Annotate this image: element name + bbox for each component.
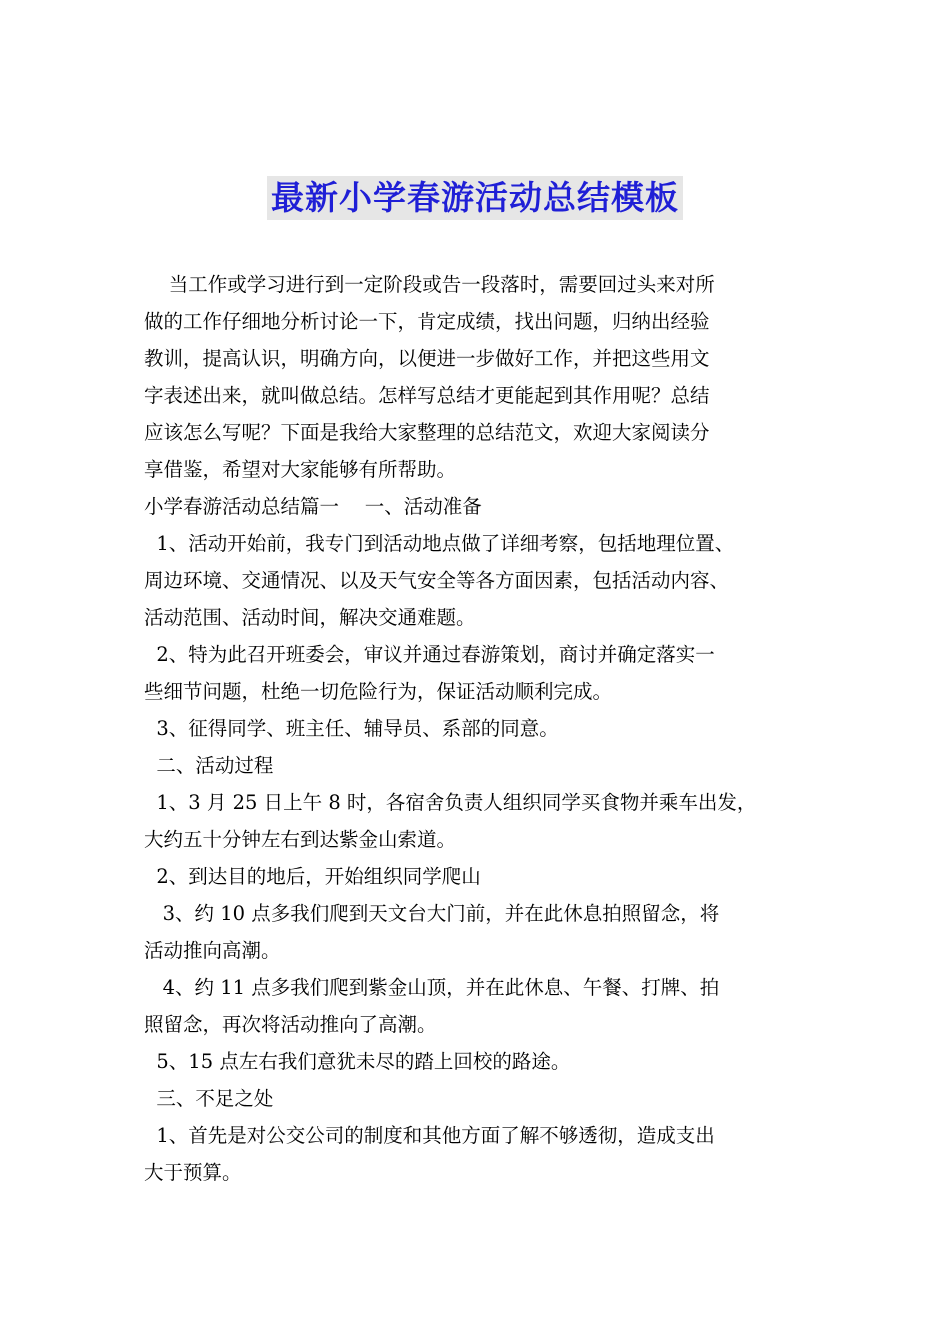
document-body <box>144 266 830 1191</box>
paragraph-line: 字表述出来，就叫做总结。怎样写总结才更能起到其作用呢？总结 <box>144 384 710 407</box>
paragraph-line: 应该怎么写呢？下面是我给大家整理的总结范文，欢迎大家阅读分 <box>144 421 710 444</box>
paragraph-line: 活动范围、活动时间，解决交通难题。 <box>144 606 476 629</box>
paragraph-line: 2、特为此召开班委会，审议并通过春游策划，商讨并确定落实一 <box>144 643 715 666</box>
paragraph-line: 大于预算。 <box>144 1161 242 1184</box>
paragraph-line: 些细节问题，杜绝一切危险行为，保证活动顺利完成。 <box>144 680 613 703</box>
paragraph-line: 照留念，再次将活动推向了高潮。 <box>144 1013 437 1036</box>
paragraph-line: 当工作或学习进行到一定阶段或告一段落时，需要回过头来对所 <box>144 273 715 296</box>
paragraph-line: 5、15 点左右我们意犹未尽的踏上回校的路途。 <box>144 1050 571 1073</box>
paragraph-line: 做的工作仔细地分析讨论一下，肯定成绩，找出问题，归纳出经验 <box>144 310 710 333</box>
paragraph-line: 享借鉴，希望对大家能够有所帮助。 <box>144 458 457 481</box>
paragraph-line: 大约五十分钟左右到达紫金山索道。 <box>144 828 457 851</box>
paragraph-line: 1、3 月 25 日上午 8 时，各宿舍负责人组织同学买食物并乘车出发， <box>144 791 757 814</box>
section-heading: 二、活动过程 <box>144 754 274 777</box>
section-heading: 三、不足之处 <box>144 1087 274 1110</box>
paragraph-line: 活动推向高潮。 <box>144 939 281 962</box>
paragraph-line: 3、征得同学、班主任、辅导员、系部的同意。 <box>144 717 559 740</box>
paragraph-line: 教训，提高认识，明确方向，以便进一步做好工作，并把这些用文 <box>144 347 710 370</box>
paragraph-line: 1、活动开始前，我专门到活动地点做了详细考察，包括地理位置、 <box>144 532 735 555</box>
paragraph-line: 1、首先是对公交公司的制度和其他方面了解不够透彻，造成支出 <box>144 1124 715 1147</box>
paragraph-line: 4、约 11 点多我们爬到紫金山顶，并在此休息、午餐、打牌、拍 <box>144 976 720 999</box>
document-title: 最新小学春游活动总结模板 <box>267 176 683 220</box>
section-heading: 小学春游活动总结篇一 一、活动准备 <box>144 495 482 518</box>
paragraph-line: 周边环境、交通情况、以及天气安全等各方面因素，包括活动内容、 <box>144 569 730 592</box>
paragraph-line: 2、到达目的地后，开始组织同学爬山 <box>144 865 481 888</box>
paragraph-line: 3、约 10 点多我们爬到天文台大门前，并在此休息拍照留念，将 <box>144 902 720 925</box>
title-container <box>0 176 950 220</box>
